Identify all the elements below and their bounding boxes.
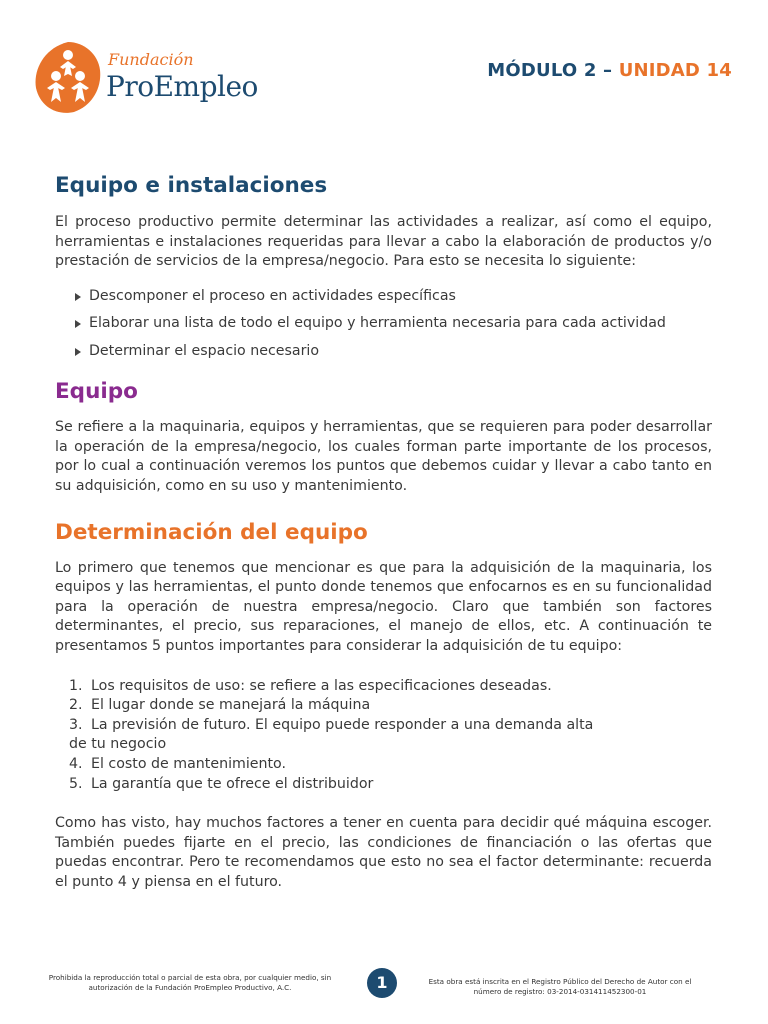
list-item: 5. La garantía que te ofrece el distribuidor [69,775,374,792]
page-footer [0,968,768,1008]
list-item: Descomponer el proceso en actividades específicas [55,287,712,315]
unit-label: UNIDAD 14 [618,60,732,81]
triangle-bullet-icon [75,293,81,301]
proempleo-logo-icon [34,40,102,114]
triangle-bullet-icon [75,320,81,328]
section-title-equipo-instalaciones: Equipo e instalaciones [55,173,328,198]
list-item: 2. El lugar donde se manejará la máquina [69,697,371,714]
intro-paragraph: El proceso productivo permite determinar las actividades a realizar, así como el equipo, herramientas e instalaciones requeridas para llevar a cabo la elaboración de productos y/o prestación de servicios de la empresa/negocio. Para esto se necesita lo siguiente: [55,214,712,270]
page-number: 1 [367,968,397,998]
equipo-paragraph: Se refiere a la maquinaria, equipos y herramientas, que se requieren para poder desarrollar la operación de la empresa/negocio, los cuales forman parte importante de los procesos, por lo cual a continuación veremos los puntos que debemos cuidar y llevar a cabo tanto en su adquisición, como en su uso y mantenimiento. [55,419,712,495]
determinacion-paragraph: Lo primero que tenemos que mencionar es que para la adquisición de la maquinaria, los equipos y las herramientas, el punto donde tenemos que enfocarnos es en su funcionalidad para la operación de nuestra empresa/negocio. Claro que también son factores determinantes, el precio, sus reparaciones, el manejo de ellos, etc. A continuación te presentamos 5 puntos importantes para considerar la adquisición de tu equipo: [55,559,712,655]
points-list [55,677,712,795]
copyright-notice: Prohibida la reproducción total o parcial de esta obra, por cualquier medio, sin autorización de la Fundación ProEmpleo Productivo, A.C. [48,973,332,992]
list-item: 1. Los requisitos de uso: se refiere a las especificaciones deseadas. [69,677,552,694]
page-content [55,172,712,893]
list-item: 4. El costo de mantenimiento. [69,756,287,772]
list-item-continuation: de tu negocio [69,736,167,753]
requirements-list [55,287,712,370]
section-title-equipo: Equipo [55,379,138,405]
module-label: MÓDULO 2 – [487,60,613,81]
section-title-determinacion: Determinación del equipo [55,519,368,545]
logo-text-small: Fundación [108,50,194,69]
list-item: 3. La previsión de futuro. El equipo puede responder a una demanda alta [69,716,594,733]
logo [34,36,284,116]
closing-paragraph: Como has visto, hay muchos factores a tener en cuenta para decidir qué máquina escoger. También puedes fijarte en el precio, las condiciones de financiación o las ofertas que puedas encontrar. Pero te recomendamos que esto no sea el factor determinante: recuerda el punto 4 y piensa en el futuro. [55,815,712,890]
module-unit-label [487,60,732,81]
page-header [34,36,732,120]
list-item: Elaborar una lista de todo el equipo y herramienta necesaria para cada actividad [55,314,712,342]
logo-text-big: ProEmpleo [106,70,258,103]
registration-notice: Esta obra está inscrita en el Registro Público del Derecho de Autor con el número de registro: 03-2014-031411452300-01 [428,977,692,996]
list-item: Determinar el espacio necesario [55,342,712,370]
triangle-bullet-icon [75,348,81,356]
